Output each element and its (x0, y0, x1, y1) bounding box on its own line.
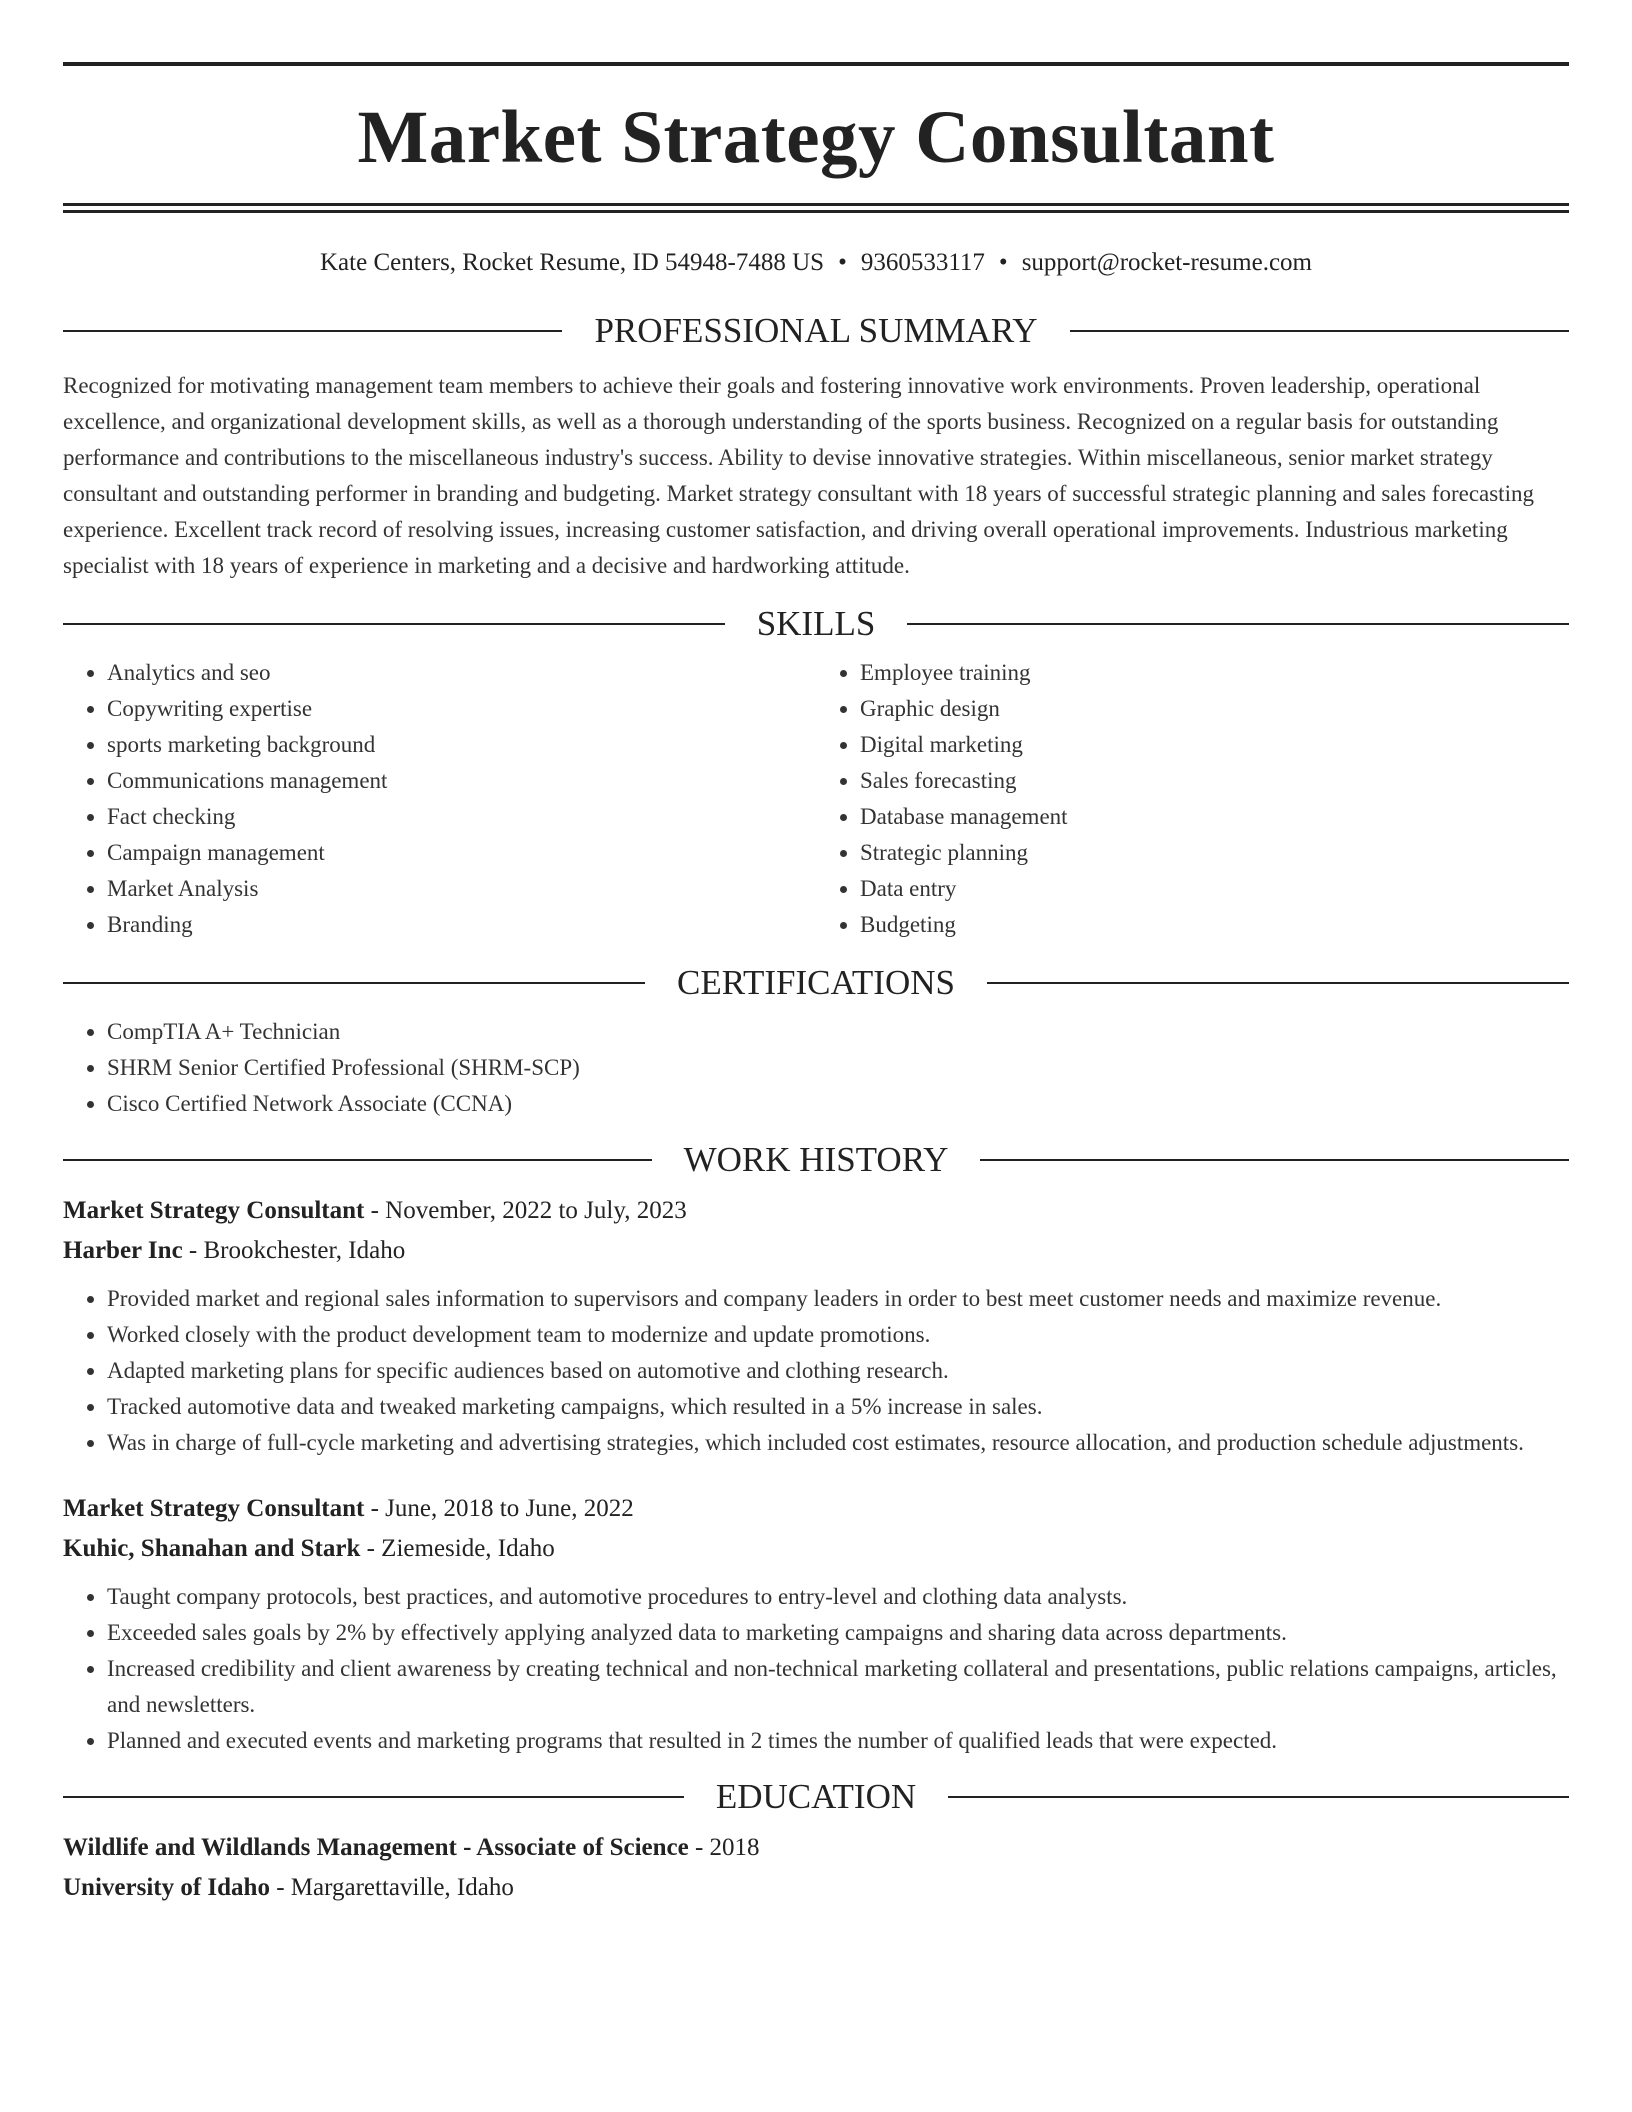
skills-list (63, 655, 1569, 943)
job-bullet: • Provided market and regional sales information to supervisors and company leaders in order to best meet customer needs and maximize revenue. (107, 1281, 1569, 1317)
certifications-list (63, 1014, 1569, 1122)
degree-line (63, 1828, 1569, 1868)
job-dates: - November, 2022 to July, 2023 (364, 1197, 687, 1224)
section-heading-summary (63, 313, 1569, 348)
heading-rule (63, 1796, 684, 1798)
section-heading-skills (63, 606, 1569, 641)
heading-rule (1070, 330, 1569, 332)
job-bullet: • Was in charge of full-cycle marketing and advertising strategies, which included cost estimates, resource allocation, and production schedule adjustments. (107, 1425, 1569, 1461)
section-title: EDUCATION (715, 1777, 917, 1816)
skill-item: • Market Analysis (107, 871, 816, 907)
job-title: Market Strategy Consultant (63, 1495, 365, 1522)
school: University of Idaho (63, 1874, 270, 1901)
job-company: Harber Inc (63, 1237, 183, 1264)
skills-column-right (816, 655, 1569, 943)
summary-paragraph: Recognized for motivating management team members to achieve their goals and fostering innovative work environments. Proven leadership, operational excellence, and organizational development skills, as well as a thorough understanding of the sports business. Recognized on a regular basis for outstanding performance and contributions to the miscellaneous industry's success. Ability to devise innovative strategies. Within miscellaneous, senior market strategy consultant and outstanding performer in branding and budgeting. Market strategy consultant with 18 years of successful strategic planning and sales forecasting experience. Excellent track record of resolving issues, increasing customer satisfaction, and driving overall operational improvements. Industrious marketing specialist with 18 years of experience in marketing and a decisive and hardworking attitude. (63, 373, 1534, 578)
job-bullet: • Tracked automotive data and tweaked marketing campaigns, which resulted in a 5% increase in sales. (107, 1389, 1569, 1425)
skill-item: • Budgeting (860, 907, 1569, 943)
job-bullet: • Increased credibility and client awareness by creating technical and non-technical marketing collateral and presentations, public relations campaigns, articles, and newsletters. (107, 1651, 1569, 1723)
skill-item: • Data entry (860, 871, 1569, 907)
job-title-line (63, 1489, 1569, 1529)
skill-item: • Digital marketing (860, 727, 1569, 763)
contact-separator: • (838, 249, 847, 276)
heading-rule (63, 1159, 652, 1161)
work-history (63, 1191, 1569, 1759)
certification-item: • SHRM Senior Certified Professional (SHRM-SCP) (107, 1050, 1569, 1086)
skill-item: • Copywriting expertise (107, 691, 816, 727)
skill-item: • Campaign management (107, 835, 816, 871)
job-location: - Ziemeside, Idaho (360, 1535, 555, 1562)
heading-rule (980, 1159, 1569, 1161)
job-bullet: • Adapted marketing plans for specific audiences based on automotive and clothing research. (107, 1353, 1569, 1389)
contact-address: Kate Centers, Rocket Resume, ID 54948-7488 US (320, 249, 825, 276)
job-location: - Brookchester, Idaho (182, 1237, 406, 1264)
job-bullet: • Planned and executed events and marketing programs that resulted in 2 times the number of qualified leads that were expected. (107, 1723, 1569, 1759)
skill-item: • Analytics and seo (107, 655, 816, 691)
job-bullet: • Taught company protocols, best practices, and automotive procedures to entry-level and clothing data analysts. (107, 1579, 1569, 1615)
job-bullet: • Worked closely with the product development team to modernize and update promotions. (107, 1317, 1569, 1353)
section-heading-work (63, 1142, 1569, 1177)
section-heading-certifications (63, 965, 1569, 1000)
heading-rule (63, 330, 562, 332)
job-entry (63, 1191, 1569, 1461)
degree: Wildlife and Wildlands Management - Associate of Science (63, 1834, 689, 1861)
resume-page (63, 0, 1569, 1908)
job-company: Kuhic, Shanahan and Stark (63, 1535, 361, 1562)
skill-item: • Strategic planning (860, 835, 1569, 871)
skills-column-left (63, 655, 816, 943)
skill-item: • sports marketing background (107, 727, 816, 763)
section-heading-education (63, 1779, 1569, 1814)
skill-item: • Graphic design (860, 691, 1569, 727)
heading-rule (987, 982, 1569, 984)
header-top-rule (63, 62, 1569, 66)
education-entry (63, 1828, 1569, 1908)
section-title: WORK HISTORY (683, 1140, 949, 1179)
job-dates: - June, 2018 to June, 2022 (364, 1495, 634, 1522)
skill-item: • Communications management (107, 763, 816, 799)
job-company-line (63, 1529, 1569, 1569)
school-location: - Margarettaville, Idaho (269, 1874, 514, 1901)
section-title: CERTIFICATIONS (677, 963, 955, 1002)
heading-rule (948, 1796, 1569, 1798)
job-title-line (63, 1191, 1569, 1231)
page-title: Market Strategy Consultant (357, 96, 1275, 179)
section-title: SKILLS (756, 604, 876, 643)
skill-item: • Employee training (860, 655, 1569, 691)
skill-item: • Database management (860, 799, 1569, 835)
header-double-rule (63, 203, 1569, 213)
school-line (63, 1868, 1569, 1908)
job-company-line (63, 1231, 1569, 1271)
skill-item: • Fact checking (107, 799, 816, 835)
job-title: Market Strategy Consultant (63, 1197, 365, 1224)
contact-phone: 9360533117 (860, 249, 985, 276)
contact-email: support@rocket-resume.com (1021, 249, 1312, 276)
heading-rule (63, 623, 725, 625)
skill-item: • Branding (107, 907, 816, 943)
contact-line (63, 249, 1569, 277)
graduation-year: - 2018 (688, 1834, 760, 1861)
skill-item: • Sales forecasting (860, 763, 1569, 799)
job-entry (63, 1489, 1569, 1759)
heading-rule (63, 982, 645, 984)
certification-item: • Cisco Certified Network Associate (CCNA) (107, 1086, 1569, 1122)
contact-separator: • (998, 249, 1008, 276)
certification-item: • CompTIA A+ Technician (107, 1014, 1569, 1050)
job-bullet: • Exceeded sales goals by 2% by effectively applying analyzed data to marketing campaigns and sharing data across departments. (107, 1615, 1569, 1651)
section-title: PROFESSIONAL SUMMARY (594, 311, 1038, 350)
heading-rule (907, 623, 1569, 625)
